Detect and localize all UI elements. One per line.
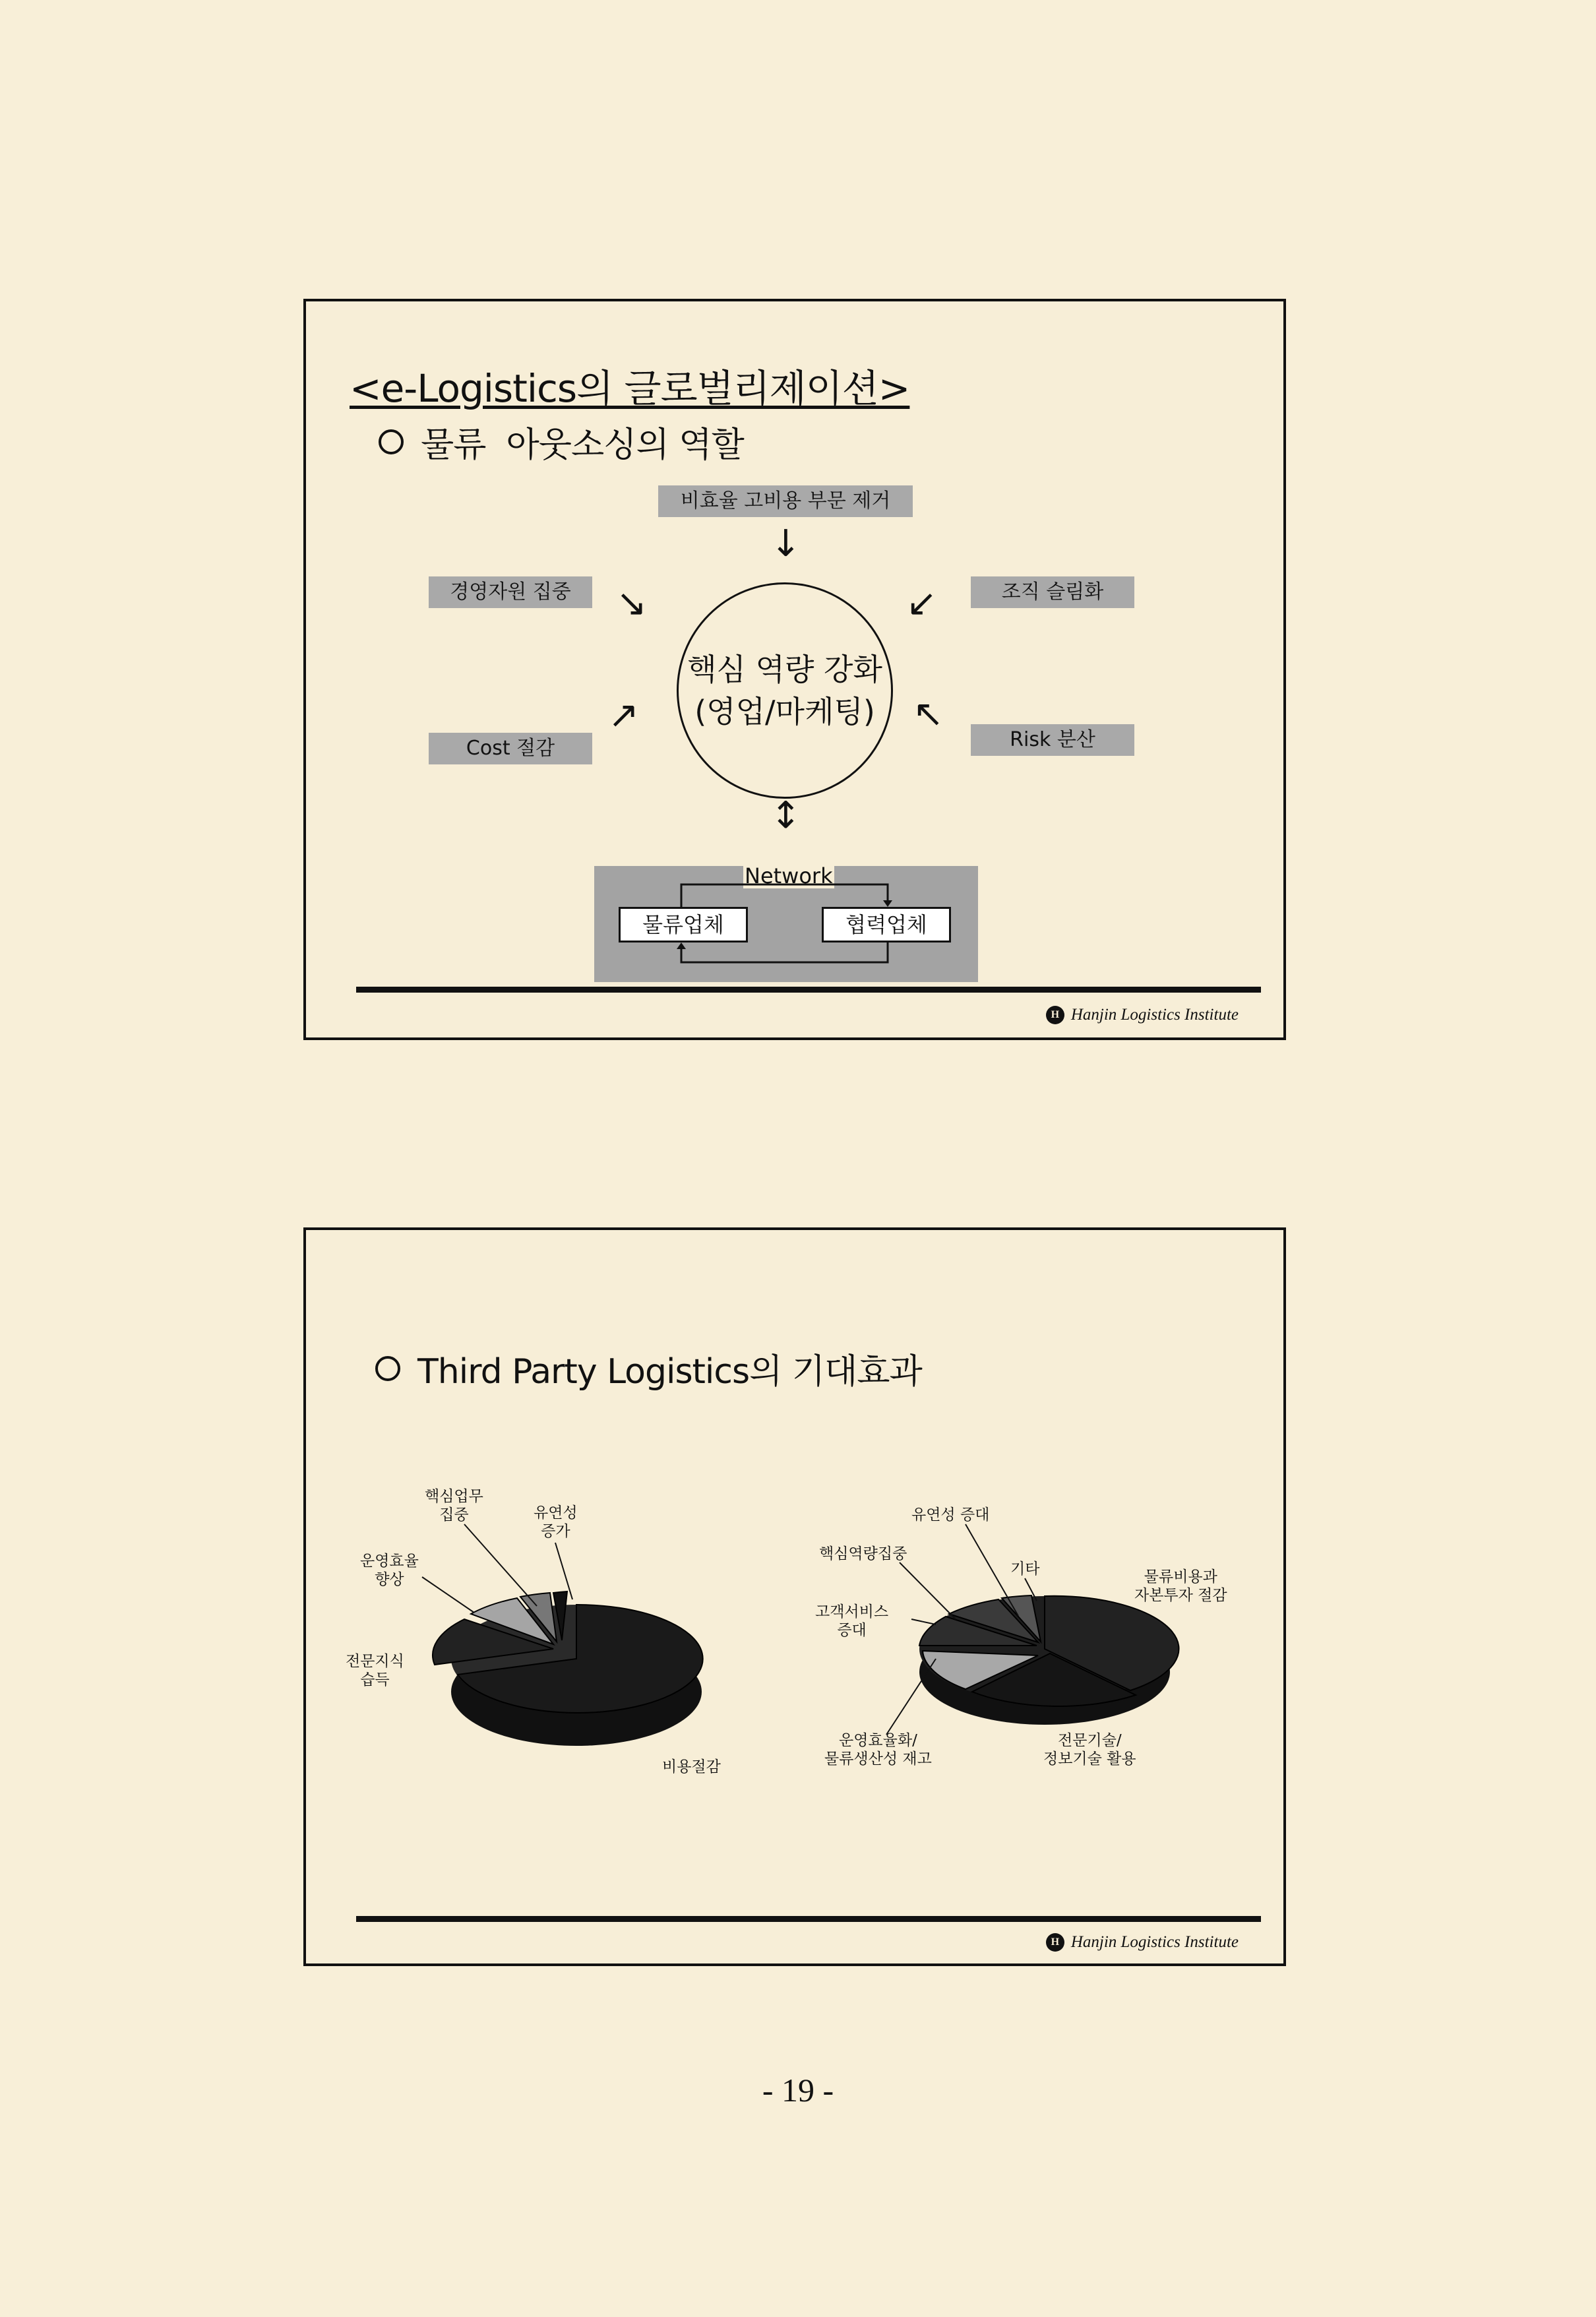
- hanjin-logo-icon: H: [1046, 1933, 1064, 1952]
- pie2-label-core-text: 핵심역량집중: [819, 1545, 907, 1562]
- slide-3pl-effects: [303, 1227, 1286, 1966]
- core-line2: (영업/마케팅): [694, 694, 875, 729]
- footer-rule: [356, 1916, 1261, 1922]
- network-label: Network: [745, 863, 833, 888]
- pie2-label-capital-text: 물류비용과 자본투자 절감: [1134, 1568, 1227, 1604]
- hanjin-logo-icon: H: [1046, 1006, 1064, 1024]
- box-cost-reduction: Cost 절감: [429, 733, 592, 764]
- pie2-label-flex-text: 유연성 증대: [911, 1506, 990, 1524]
- subtitle-text: 물류 아웃소싱의 역할: [421, 425, 744, 465]
- pie2-label-service-text: 고객서비스 증대: [815, 1603, 889, 1639]
- footer-rule: [356, 987, 1261, 993]
- box-inefficiency-removal: 비효율 고비용 부문 제거: [658, 485, 913, 517]
- pie1-label-core-text: 핵심업무 집중: [425, 1488, 483, 1524]
- pie1-label-ops-text: 운영효율 향상: [360, 1553, 419, 1588]
- pie2-label-tech-text: 전문기술/ 정보기술 활용: [1043, 1732, 1136, 1768]
- footer-text: Hanjin Logistics Institute: [1070, 1006, 1239, 1024]
- arrow-up-right-icon: ↗: [608, 694, 639, 737]
- pie1-label-flex-text: 유연성 증가: [534, 1504, 578, 1540]
- box-slim-organization: 조직 슬림화: [971, 576, 1134, 608]
- slide-outsourcing-role: [303, 299, 1286, 1040]
- pie1-label-knowledge-text: 전문지식 습득: [346, 1653, 404, 1688]
- logistics-company-box: 물류업체: [619, 907, 748, 942]
- footer-text: Hanjin Logistics Institute: [1070, 1933, 1239, 1951]
- pie2-label-etc-text: 기타: [1010, 1560, 1040, 1578]
- box-resource-focus: 경영자원 집중: [429, 576, 592, 608]
- core-line1: 핵심 역량 강화: [687, 652, 882, 687]
- box-risk-distribution: Risk 분산: [971, 724, 1134, 756]
- subtitle-text: Third Party Logistics의 기대효과: [417, 1352, 922, 1392]
- pie1-label-cost-text: 비용절감: [662, 1758, 721, 1776]
- arrow-up-down-icon: ↕: [770, 794, 801, 837]
- core-competency-circle: [677, 582, 893, 799]
- pie2-label-ops-text: 운영효율화/ 물류생산성 재고: [824, 1732, 932, 1768]
- footer: [1046, 1933, 1239, 1952]
- slide-title: <e-Logistics의 글로벌리제이션>: [350, 366, 910, 411]
- pie2-leader-lines: [306, 1230, 1289, 1969]
- network-panel: [594, 863, 978, 982]
- arrow-up-left-icon: ↖: [913, 693, 944, 735]
- footer: [1046, 1006, 1239, 1024]
- arrow-down-right-icon: ↘: [616, 582, 647, 625]
- arrow-down-left-icon: ↙: [906, 582, 937, 625]
- arrow-down-icon: ↓: [770, 522, 801, 565]
- bullet-circle-icon: [379, 429, 404, 454]
- partner-company-box: 협력업체: [822, 907, 951, 942]
- page-number: - 19 -: [762, 2072, 834, 2109]
- slide-subtitle: [379, 417, 744, 466]
